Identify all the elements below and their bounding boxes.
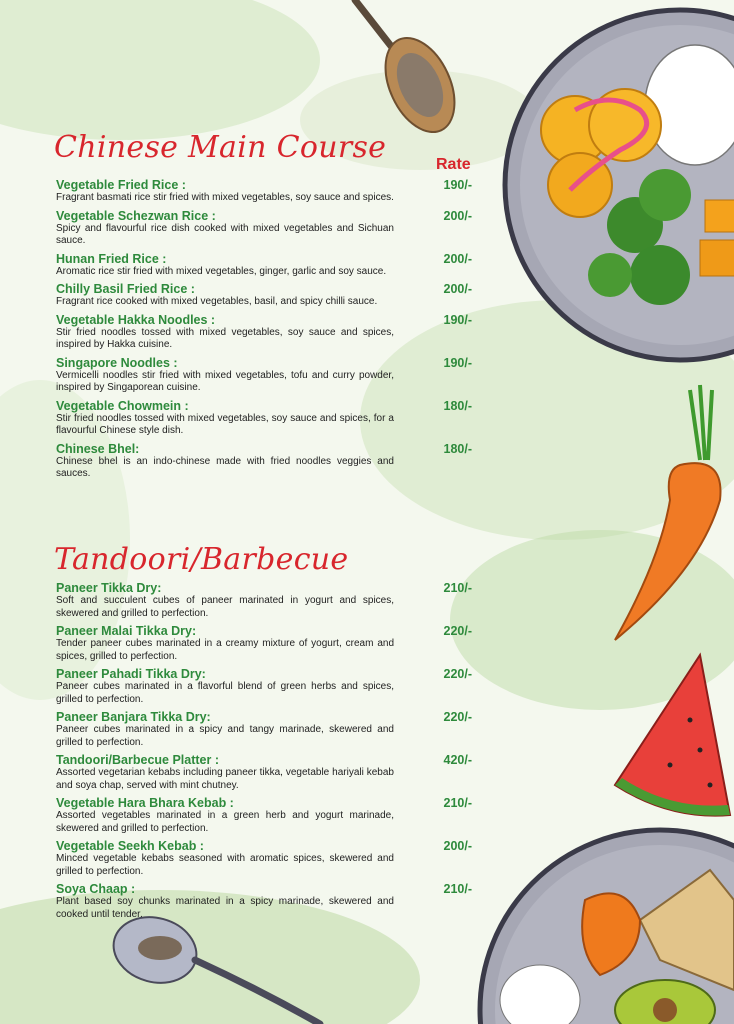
item-price: 190/-: [443, 355, 472, 370]
item-description: Plant based soy chunks marinated in a spicy marinade, skewered and cooked until tender.: [56, 896, 394, 920]
menu-item: [56, 882, 472, 921]
section-title-tandoori-barbecue: Tandoori/Barbecue: [54, 542, 349, 577]
menu-item: [56, 313, 472, 352]
item-name: Paneer Pahadi Tikka Dry:: [56, 667, 206, 681]
item-description: Stir fried noodles tossed with mixed vegetables, soy sauce and spices, inspired by Hakka cuisine.: [56, 326, 394, 350]
item-price: 200/-: [443, 251, 472, 266]
item-description: Minced vegetable kebabs seasoned with aromatic spices, skewered and grilled to perfection.: [56, 853, 394, 877]
item-name: Vegetable Schezwan Rice :: [56, 208, 216, 223]
item-description: Tender paneer cubes marinated in a creamy mixture of yogurt, cream and spices, grilled to perfection.: [56, 638, 394, 662]
item-description: Fragrant basmati rice stir fried with mixed vegetables, soy sauce and spices.: [56, 192, 394, 203]
item-price: 210/-: [443, 882, 472, 896]
menu-item: [56, 581, 472, 620]
menu-item: [56, 209, 472, 248]
menu-item: [56, 178, 472, 205]
menu-item: [56, 667, 472, 706]
item-name: Singapore Noodles :: [56, 355, 178, 370]
item-price: 180/-: [443, 398, 472, 413]
item-name: Vegetable Hara Bhara Kebab :: [56, 796, 234, 810]
item-description: Assorted vegetarian kebabs including paneer tikka, vegetable hariyali kebab and soya chap, served with mint chutney.: [56, 767, 394, 791]
item-description: Soft and succulent cubes of paneer marinated in yogurt and spices, skewered and grilled to perfection.: [56, 595, 394, 619]
item-name: Vegetable Hakka Noodles :: [56, 312, 216, 327]
menu-item: [56, 624, 472, 663]
item-name: Tandoori/Barbecue Platter :: [56, 753, 219, 767]
item-name: Chilly Basil Fried Rice :: [56, 282, 195, 296]
menu-item: [56, 442, 472, 481]
item-price: 420/-: [443, 753, 472, 767]
menu-list-tandoori: [56, 581, 472, 925]
item-name: Vegetable Seekh Kebab :: [56, 839, 204, 853]
item-price: 210/-: [443, 581, 472, 595]
menu-item: [56, 356, 472, 395]
item-description: Assorted vegetables marinated in a green herb and yogurt marinade, skewered and grilled to perfection.: [56, 810, 394, 834]
item-description: Spicy and flavourful rice dish cooked with mixed vegetables and Sichuan sauce.: [56, 222, 394, 246]
item-description: Aromatic rice stir fried with mixed vegetables, ginger, garlic and soy sauce.: [56, 265, 387, 277]
item-description: Paneer cubes marinated in a flavorful blend of green herbs and spices, grilled to perfection.: [56, 681, 394, 705]
plate-bottom-icon: [480, 830, 734, 1024]
item-price: 190/-: [443, 178, 472, 192]
menu-item: [56, 753, 472, 792]
menu-item: [56, 796, 472, 835]
item-price: 190/-: [443, 312, 472, 327]
item-name: Paneer Banjara Tikka Dry:: [56, 710, 211, 724]
item-price: 200/-: [443, 208, 472, 223]
item-price: 220/-: [443, 710, 472, 724]
item-name: Vegetable Chowmein :: [56, 398, 189, 413]
item-price: 200/-: [443, 282, 472, 296]
item-name: Paneer Tikka Dry:: [56, 581, 162, 595]
item-name: Vegetable Fried Rice :: [56, 178, 186, 192]
menu-item: [56, 282, 472, 309]
item-price: 220/-: [443, 667, 472, 681]
item-name: Chinese Bhel:: [56, 441, 140, 456]
section-title-chinese-main-course: Chinese Main Course: [54, 130, 387, 165]
item-description: Stir fried noodles tossed with mixed vegetables, soy sauce and spices, for a flavourful Chinese style dish.: [56, 412, 394, 436]
menu-item: [56, 839, 472, 878]
rate-header: Rate: [436, 156, 471, 173]
item-description: Vermicelli noodles stir fried with mixed vegetables, tofu and curry powder, inspired by Singaporean cuisine.: [56, 369, 394, 393]
item-price: 180/-: [443, 441, 472, 456]
item-description: Chinese bhel is an indo-chinese made with fried noodles veggies and sauces.: [56, 455, 394, 479]
item-description: Fragrant rice cooked with mixed vegetables, basil, and spicy chilli sauce.: [56, 296, 378, 307]
item-name: Soya Chaap :: [56, 882, 136, 896]
menu-item: [56, 399, 472, 438]
menu-list-chinese: [56, 178, 472, 485]
item-price: 200/-: [443, 839, 472, 853]
item-description: Paneer cubes marinated in a spicy and tangy marinade, skewered and grilled to perfection.: [56, 724, 394, 748]
item-name: Hunan Fried Rice :: [56, 251, 167, 266]
menu-item: [56, 252, 472, 279]
item-price: 210/-: [443, 796, 472, 810]
item-name: Paneer Malai Tikka Dry:: [56, 624, 197, 638]
menu-item: [56, 710, 472, 749]
item-price: 220/-: [443, 624, 472, 638]
